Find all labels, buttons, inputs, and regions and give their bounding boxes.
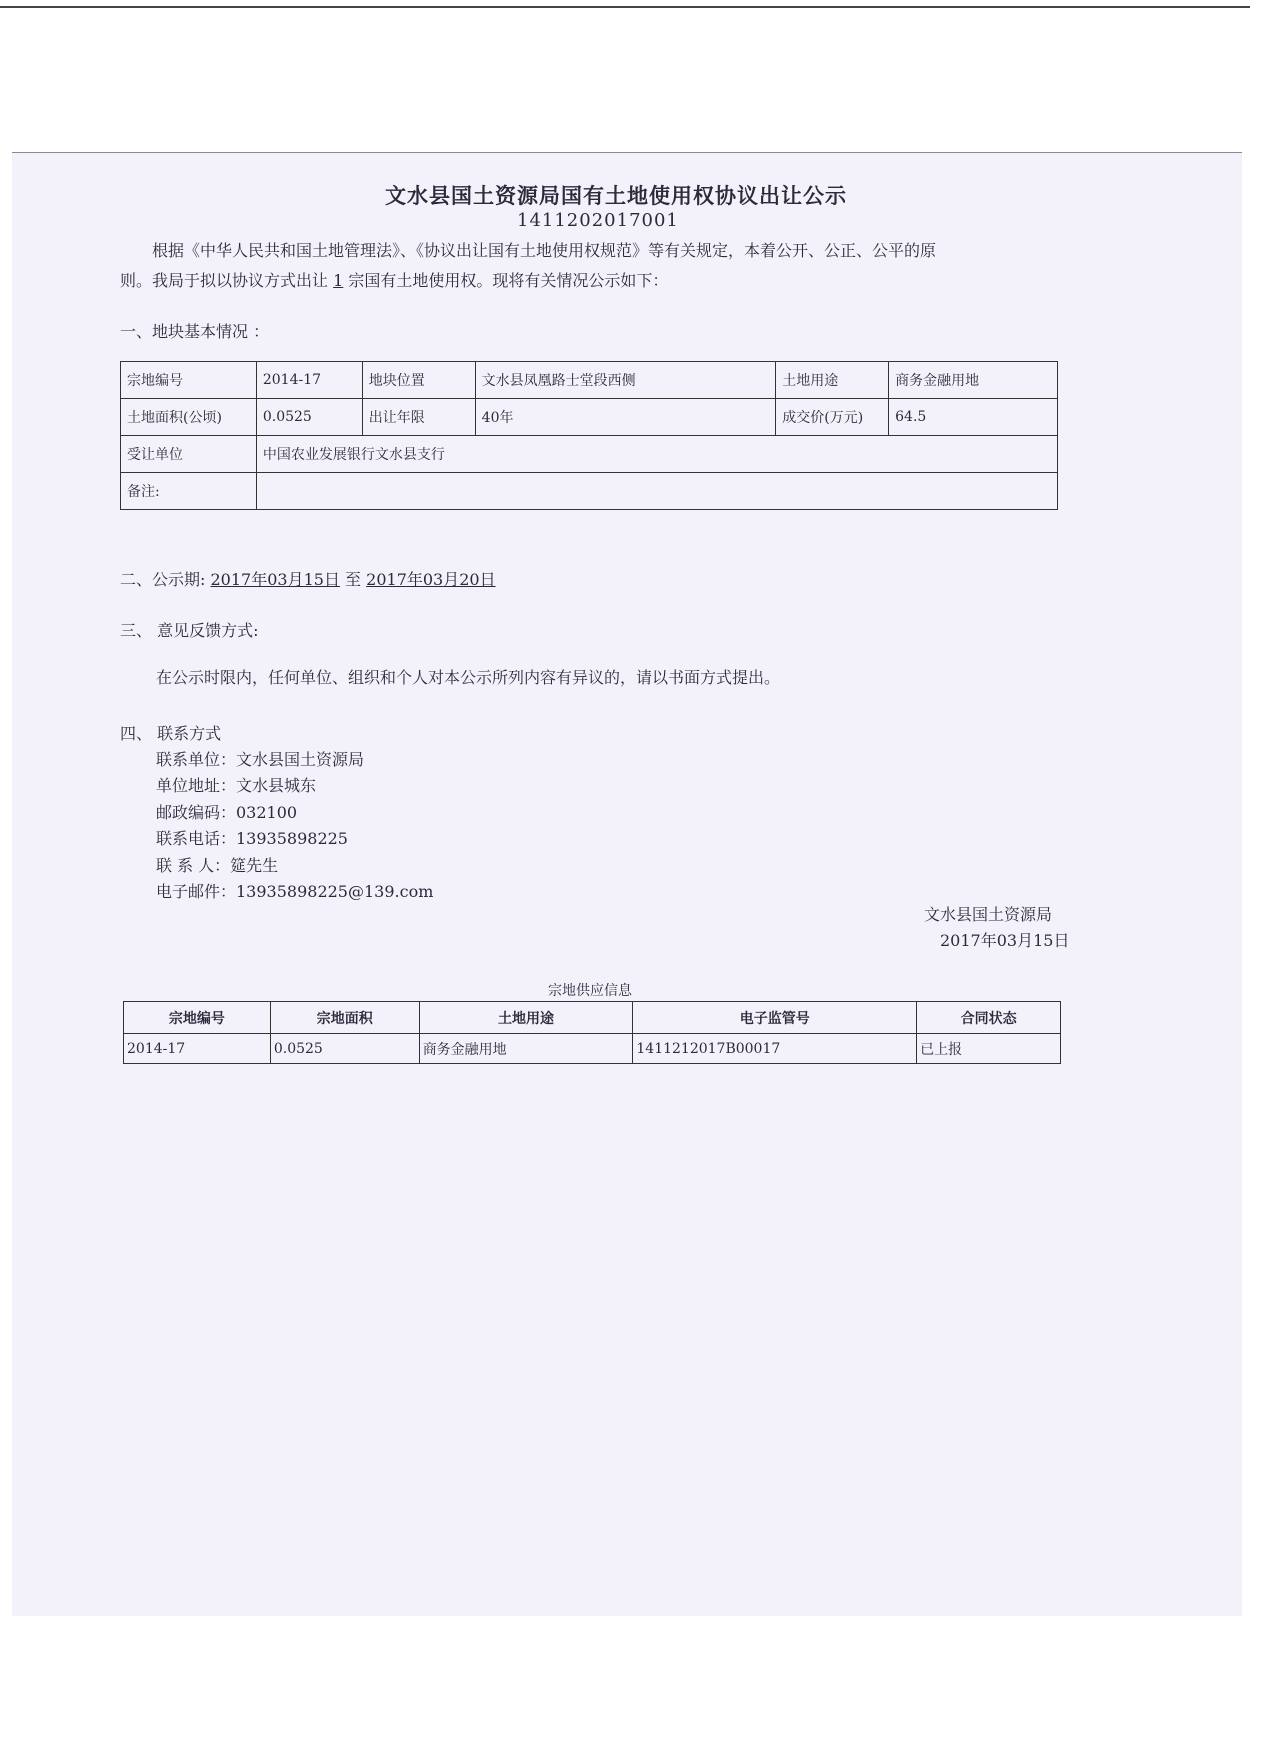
table-cell: 受让单位 <box>121 436 257 473</box>
document-number: 1411202017001 <box>517 210 679 231</box>
table-row <box>121 473 1058 510</box>
table-cell: 0.0525 <box>256 399 362 436</box>
table-cell: 商务金融用地 <box>419 1034 633 1064</box>
section-4-heading: 四、 联系方式 <box>120 724 222 743</box>
contact-postcode: 邮政编码：032100 <box>156 803 298 822</box>
table-cell: 成交价(万元) <box>776 399 889 436</box>
parcel-info-table <box>120 361 1058 510</box>
table-cell <box>256 473 1057 510</box>
table-row <box>121 436 1058 473</box>
scan-top-edge <box>0 0 1275 8</box>
table-row <box>121 362 1058 399</box>
section-3-heading: 三、 意见反馈方式: <box>120 621 259 640</box>
supply-table-caption: 宗地供应信息 <box>548 983 632 999</box>
contact-person: 联 系 人：筵先生 <box>156 856 279 875</box>
table-cell: 土地用途 <box>776 362 889 399</box>
table-row <box>121 399 1058 436</box>
signature-date: 2017年03月15日 <box>940 931 1070 950</box>
table-cell: 中国农业发展银行文水县支行 <box>256 436 1057 473</box>
section-2-heading: 二、公示期: <box>120 570 206 589</box>
contact-email: 电子邮件：13935898225@139.com <box>156 882 434 901</box>
table-header-row <box>124 1002 1061 1034</box>
intro-line-1: 根据《中华人民共和国土地管理法》、《协议出让国有土地使用权规范》等有关规定，本着公开、公正、公平的原 <box>152 241 937 260</box>
table-cell: 已上报 <box>917 1034 1061 1064</box>
table-cell: 2014-17 <box>256 362 362 399</box>
intro-line-2-prefix: 则。我局于拟以协议方式出让 <box>120 271 329 290</box>
intro-paragraph <box>120 236 1040 296</box>
table-header-cell: 电子监管号 <box>633 1002 917 1034</box>
table-cell: 备注: <box>121 473 257 510</box>
table-cell: 1411212017B00017 <box>633 1034 917 1064</box>
table-cell: 宗地编号 <box>121 362 257 399</box>
contact-unit: 联系单位：文水县国土资源局 <box>156 750 365 769</box>
contact-address: 单位地址：文水县城东 <box>156 776 317 795</box>
intro-line-2-suffix: 宗国有土地使用权。现将有关情况公示如下： <box>348 271 669 290</box>
table-cell: 商务金融用地 <box>889 362 1058 399</box>
section-1-heading: 一、地块基本情况 ： <box>120 322 270 341</box>
table-header-cell: 宗地编号 <box>124 1002 271 1034</box>
table-cell: 40年 <box>475 399 776 436</box>
table-header-cell: 宗地面积 <box>270 1002 419 1034</box>
contact-phone: 联系电话：13935898225 <box>156 829 348 848</box>
parcel-count: 1 <box>333 271 344 290</box>
supply-info-table <box>123 1001 1061 1064</box>
table-cell: 文水县凤凰路士堂段西侧 <box>475 362 776 399</box>
document-title: 文水县国土资源局国有土地使用权协议出让公示 <box>385 183 847 208</box>
table-cell: 0.0525 <box>270 1034 419 1064</box>
table-cell: 土地面积(公顷) <box>121 399 257 436</box>
signature-org: 文水县国土资源局 <box>924 905 1053 924</box>
publicity-end-date: 2017年03月20日 <box>366 570 496 589</box>
table-cell: 64.5 <box>889 399 1058 436</box>
table-cell: 地块位置 <box>362 362 475 399</box>
intro-line-2 <box>120 266 1040 296</box>
table-cell: 2014-17 <box>124 1034 271 1064</box>
publicity-start-date: 2017年03月15日 <box>210 570 340 589</box>
table-header-cell: 合同状态 <box>917 1002 1061 1034</box>
section-3-body: 在公示时限内，任何单位、组织和个人对本公示所列内容有异议的，请以书面方式提出。 <box>156 668 781 687</box>
table-header-cell: 土地用途 <box>419 1002 633 1034</box>
table-cell: 出让年限 <box>362 399 475 436</box>
publicity-to: 至 <box>345 570 362 589</box>
section-2 <box>120 567 496 590</box>
table-row <box>124 1034 1061 1064</box>
